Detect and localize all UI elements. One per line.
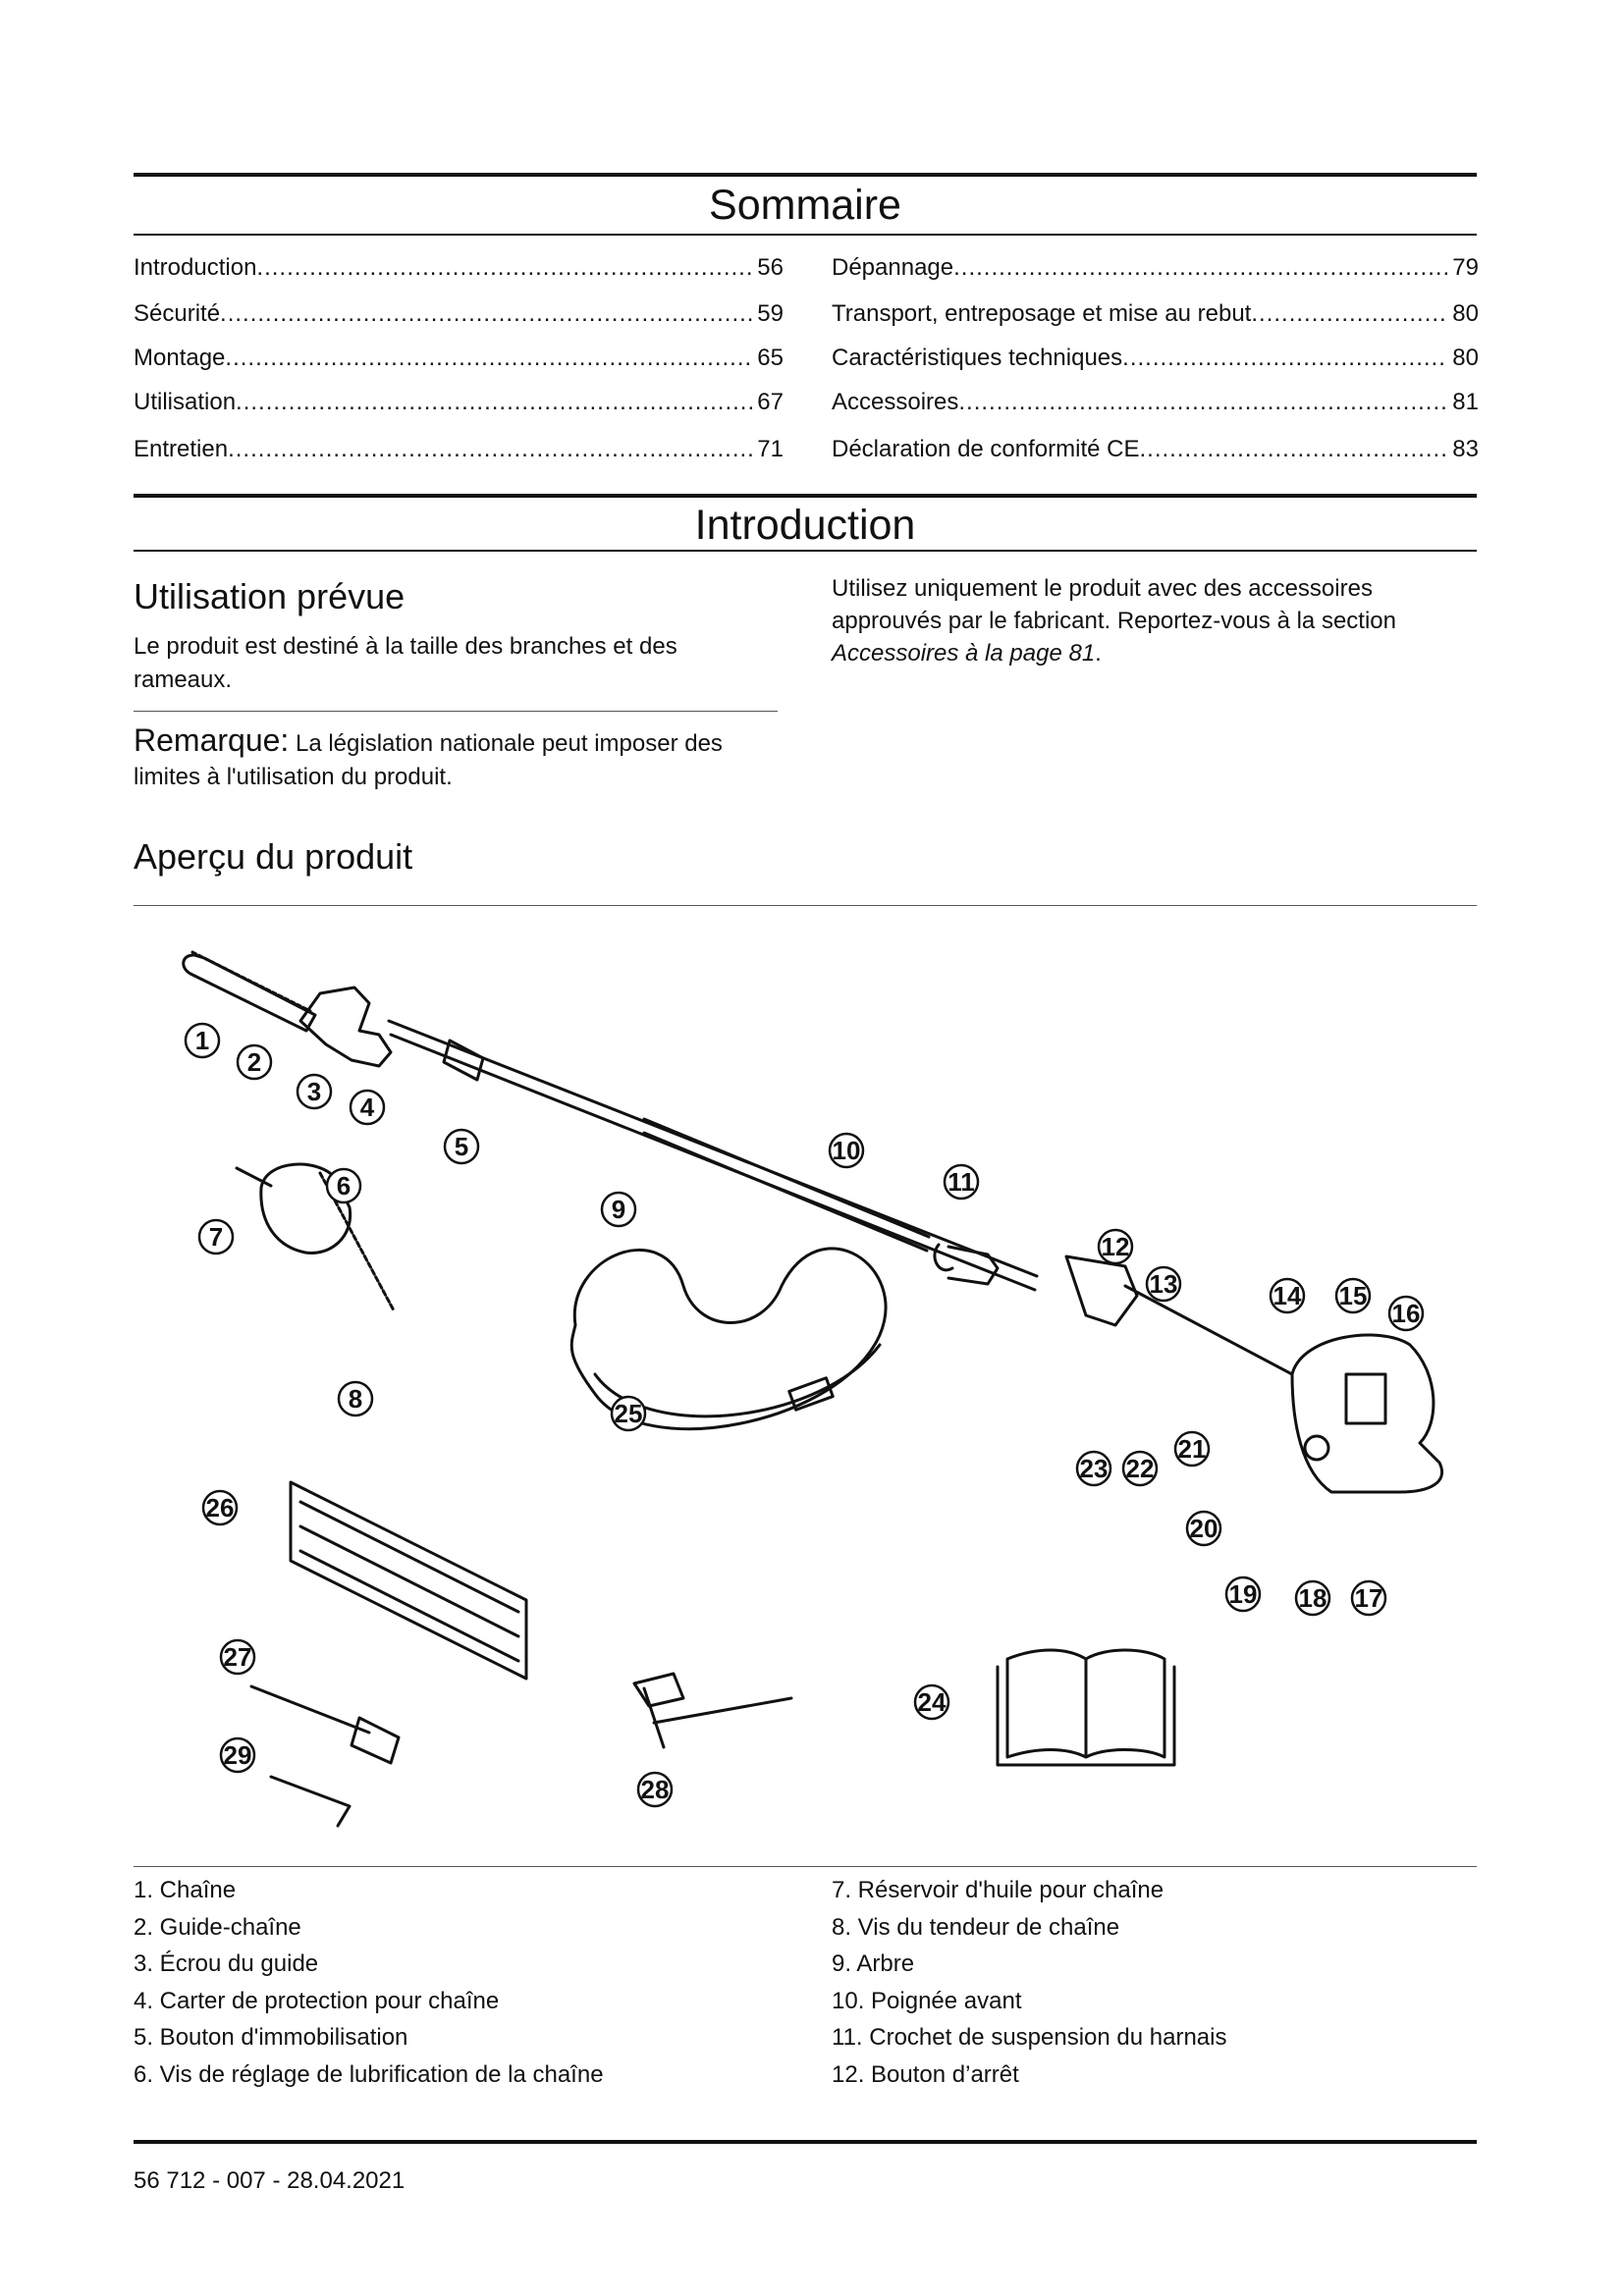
cutting-head-drawing	[300, 988, 391, 1066]
svg-text:27: 27	[223, 1642, 252, 1672]
toc-item-montage[interactable]: Montage ..... 65	[134, 345, 784, 372]
svg-text:13: 13	[1149, 1269, 1178, 1299]
svg-text:22: 22	[1125, 1454, 1155, 1483]
handle-drawing	[1066, 1256, 1137, 1325]
svg-text:25: 25	[614, 1399, 643, 1428]
callout-4	[351, 1091, 384, 1124]
remark-text: La législation nationale peut imposer des limites à l'utilisation du produit.	[134, 730, 723, 790]
accessories-note: Utilisez uniquement le produit avec des accessoires approuvés par le fabricant. Reportez-vous à la section Accessoires à la page 81.	[832, 575, 1396, 667]
svg-text:3: 3	[306, 1077, 322, 1106]
callout-8	[339, 1382, 372, 1415]
legend-item-1: 1. Chaîne	[134, 1877, 237, 1903]
callout-16	[1389, 1297, 1423, 1330]
legend-item-9: 9. Arbre	[832, 1950, 915, 1977]
legend-item-6: 6. Vis de réglage de lubrification de la chaîne	[134, 2060, 604, 2088]
legend-item-8: 8. Vis du tendeur de chaîne	[832, 1913, 1120, 1941]
legend-item-11: 11. Crochet de suspension du harnais	[832, 2024, 1227, 2051]
toc-item-declaration[interactable]: Déclaration de conformité CE ..... 83	[832, 436, 1479, 463]
remark-label: Remarque:	[134, 722, 290, 758]
legend-item-3: 3. Écrou du guide	[134, 1950, 319, 1977]
callout-25	[612, 1397, 645, 1430]
svg-text:4: 4	[359, 1093, 375, 1122]
svg-text:18: 18	[1298, 1583, 1327, 1613]
toc-item-transport[interactable]: Transport, entreposage et mise au rebut ..... 80	[832, 300, 1479, 328]
callout-13	[1147, 1267, 1180, 1301]
toc-item-utilisation[interactable]: Utilisation ..... 67	[134, 389, 784, 416]
legend-item-7: 7. Réservoir d'huile pour chaîne	[832, 1877, 1164, 1903]
svg-text:12: 12	[1101, 1232, 1130, 1261]
svg-text:1: 1	[194, 1026, 210, 1055]
toc-item-entretien[interactable]: Entretien ..... 71	[134, 436, 784, 463]
callout-5	[445, 1130, 478, 1163]
svg-text:14: 14	[1272, 1281, 1302, 1310]
svg-text:26: 26	[205, 1493, 235, 1522]
toc-rule	[134, 234, 1477, 236]
chain-bar-drawing	[184, 955, 315, 1031]
callout-29	[221, 1738, 254, 1772]
svg-text:5: 5	[454, 1132, 469, 1161]
legend-item-12: 12. Bouton d’arrêt	[832, 2060, 1019, 2088]
wrench-27-drawing	[251, 1686, 399, 1763]
callout-28	[638, 1773, 672, 1806]
usage-text: Le produit est destiné à la taille des branches et des rameaux.	[134, 633, 677, 693]
footer-rule	[134, 2140, 1477, 2144]
usage-heading: Utilisation prévue	[134, 576, 406, 616]
svg-text:21: 21	[1177, 1434, 1207, 1464]
document-reference: 56 712 - 007 - 28.04.2021	[134, 2167, 406, 2194]
product-diagram	[134, 913, 1477, 1836]
remark	[134, 723, 782, 794]
callout-10	[830, 1134, 863, 1167]
callout-26	[203, 1491, 237, 1524]
svg-text:16: 16	[1391, 1299, 1421, 1328]
svg-text:6: 6	[336, 1171, 352, 1201]
callout-27	[221, 1640, 254, 1674]
intro-rule	[134, 550, 1477, 552]
svg-text:15: 15	[1338, 1281, 1368, 1310]
callout-17	[1352, 1581, 1385, 1615]
callout-15	[1336, 1279, 1370, 1312]
wrench-28-drawing	[634, 1674, 791, 1747]
toc-title: Sommaire	[709, 182, 901, 229]
svg-text:11: 11	[947, 1167, 975, 1197]
intro-title: Introduction	[694, 502, 916, 549]
svg-text:28: 28	[640, 1775, 670, 1804]
legend-item-4: 4. Carter de protection pour chaîne	[134, 1987, 500, 2014]
svg-text:19: 19	[1228, 1579, 1258, 1609]
svg-text:23: 23	[1079, 1454, 1109, 1483]
callout-14	[1271, 1279, 1304, 1312]
legend-item-10: 10. Poignée avant	[832, 1987, 1022, 2014]
manual-drawing	[1007, 1650, 1164, 1757]
toc-item-accessoires[interactable]: Accessoires ..... 81	[832, 389, 1479, 416]
engine-drawing	[1292, 1335, 1442, 1492]
top-rule	[134, 173, 1477, 177]
legend-right	[832, 1872, 1480, 2093]
callout-9	[602, 1193, 635, 1226]
callout-22	[1123, 1452, 1157, 1485]
legend-item-5: 5. Bouton d'immobilisation	[134, 2024, 408, 2051]
svg-text:24: 24	[917, 1687, 947, 1717]
legend-rule	[134, 1866, 1477, 1867]
callout-7	[199, 1220, 233, 1254]
callout-2	[238, 1045, 271, 1079]
usage-divider	[134, 711, 778, 712]
callout-1	[186, 1024, 219, 1057]
toc-item-depannage[interactable]: Dépannage ..... 79	[832, 254, 1479, 282]
callout-19	[1226, 1577, 1260, 1611]
svg-text:10: 10	[832, 1136, 861, 1165]
callout-18	[1296, 1581, 1329, 1615]
svg-text:9: 9	[611, 1195, 626, 1224]
svg-text:2: 2	[246, 1047, 262, 1077]
callout-3	[298, 1075, 331, 1108]
legend-left	[134, 1872, 782, 2093]
hex-key-drawing	[271, 1777, 350, 1826]
svg-text:29: 29	[223, 1740, 252, 1770]
shaft-drawing	[389, 1021, 1037, 1290]
toc-item-securite[interactable]: Sécurité ..... 59	[134, 300, 784, 328]
callout-12	[1099, 1230, 1132, 1263]
callout-23	[1077, 1452, 1110, 1485]
callout-11	[945, 1165, 978, 1199]
toc-item-caracteristiques[interactable]: Caractéristiques techniques ..... 80	[832, 345, 1479, 372]
callout-21	[1175, 1432, 1209, 1466]
callout-20	[1187, 1512, 1220, 1545]
svg-text:20: 20	[1189, 1514, 1218, 1543]
svg-text:7: 7	[208, 1222, 224, 1252]
callout-6	[327, 1169, 360, 1202]
legend-item-2: 2. Guide-chaîne	[134, 1913, 301, 1941]
overview-rule	[134, 905, 1477, 906]
intro-top-rule	[134, 494, 1477, 498]
svg-text:17: 17	[1354, 1583, 1383, 1613]
accessories-link[interactable]: Accessoires à la page 81	[832, 640, 1096, 667]
callout-24	[915, 1685, 948, 1719]
overview-heading: Aperçu du produit	[134, 836, 413, 877]
svg-text:8: 8	[348, 1384, 363, 1414]
toc-item-introduction[interactable]: Introduction ..... 56	[134, 254, 784, 282]
callouts	[186, 1024, 1423, 1806]
